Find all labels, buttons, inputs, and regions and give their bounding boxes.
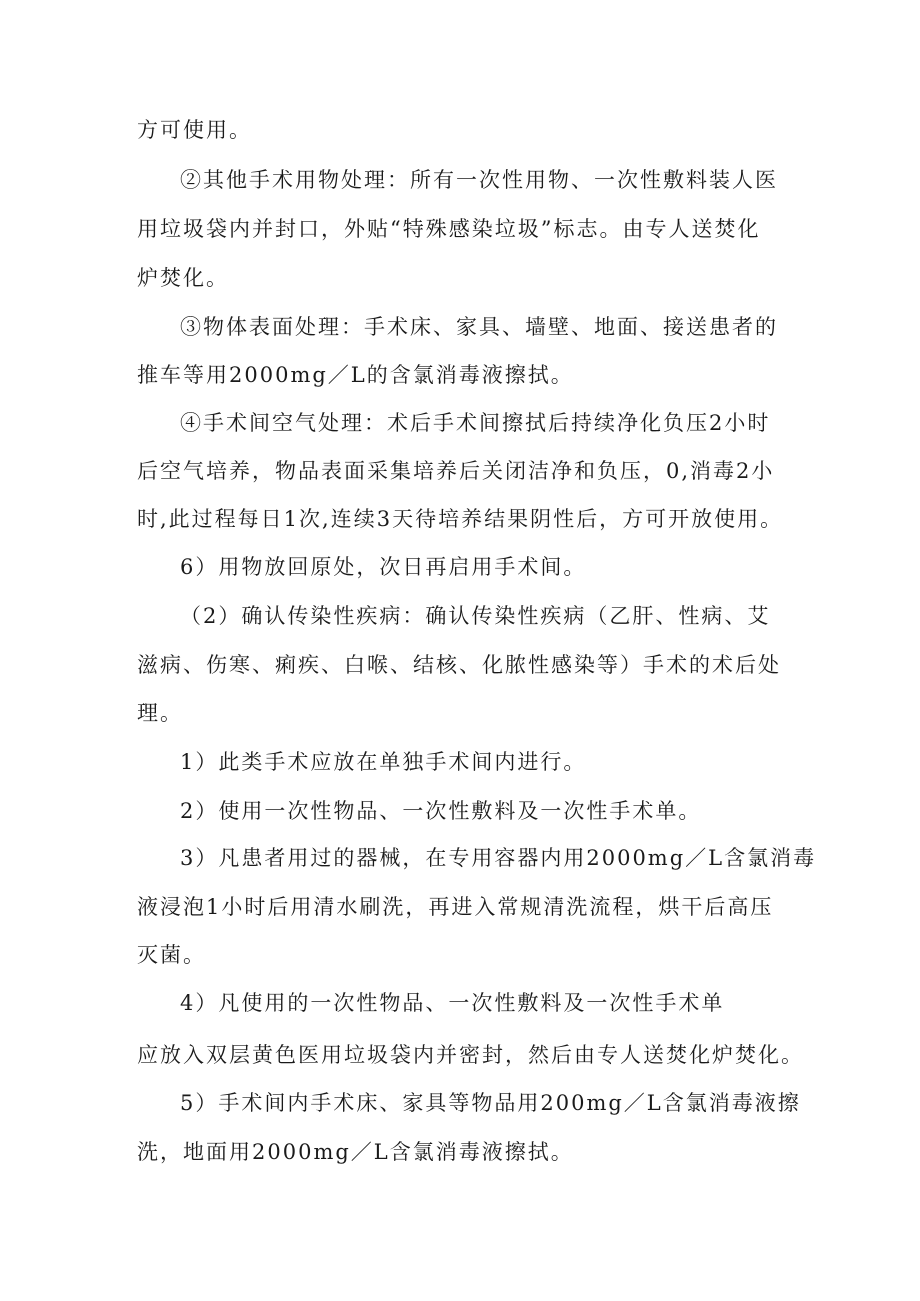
text-line: 炉焚化。 [137,266,229,290]
text-line: 洗，地面用2000mg／L含氯消毒液擦拭。 [137,1140,574,1164]
text-line: ②其他手术用物处理：所有一次性用物、一次性敷料装人医 [180,168,778,192]
text-line: 1）此类手术应放在单独手术间内进行。 [180,750,587,774]
text-line: 时,此过程每日1次,连续3天待培养结果阴性后，方可开放使用。 [137,507,784,531]
text-line: 4）凡使用的一次性物品、一次性敷料及一次性手术单 [180,991,725,1015]
text-line: 6）用物放回原处，次日再启用手术间。 [180,555,587,579]
text-line: 滋病、伤寒、痢疾、白喉、结核、化脓性感染等）手术的术后处 [137,653,781,677]
text-line: 理。 [137,701,183,725]
text-line: 灭菌。 [137,943,206,967]
text-line: 后空气培养，物品表面采集培养后关闭洁净和负压，0,消毒2小 [137,459,775,483]
text-line: 应放入双层黄色医用垃圾袋内并密封，然后由专人送焚化炉焚化。 [137,1043,804,1067]
text-line: 用垃圾袋内并封口，外贴“特殊感染垃圾”标志。由专人送焚化 [137,217,761,241]
text-line: （2）确认传染性疾病：确认传染性疾病（乙肝、性病、艾 [180,604,771,628]
text-line: ④手术间空气处理：术后手术间擦拭后持续净化负压2小时 [180,411,771,435]
text-line: 2）使用一次性物品、一次性敷料及一次性手术单。 [180,799,702,823]
text-line: 5）手术间内手术床、家具等物品用200mg／L含氯消毒液擦 [180,1091,801,1115]
text-line: 方可使用。 [137,118,252,142]
text-line: 推车等用2000mg／L的含氯消毒液擦拭。 [137,363,574,387]
text-line: ③物体表面处理：手术床、家具、墙壁、地面、接送患者的 [180,315,778,339]
text-line: 3）凡患者用过的器械，在专用容器内用2000mg／L含氯消毒 [180,846,817,870]
text-line: 液浸泡1小时后用清水刷洗，再进入常规清洗流程，烘干后高压 [137,895,774,919]
